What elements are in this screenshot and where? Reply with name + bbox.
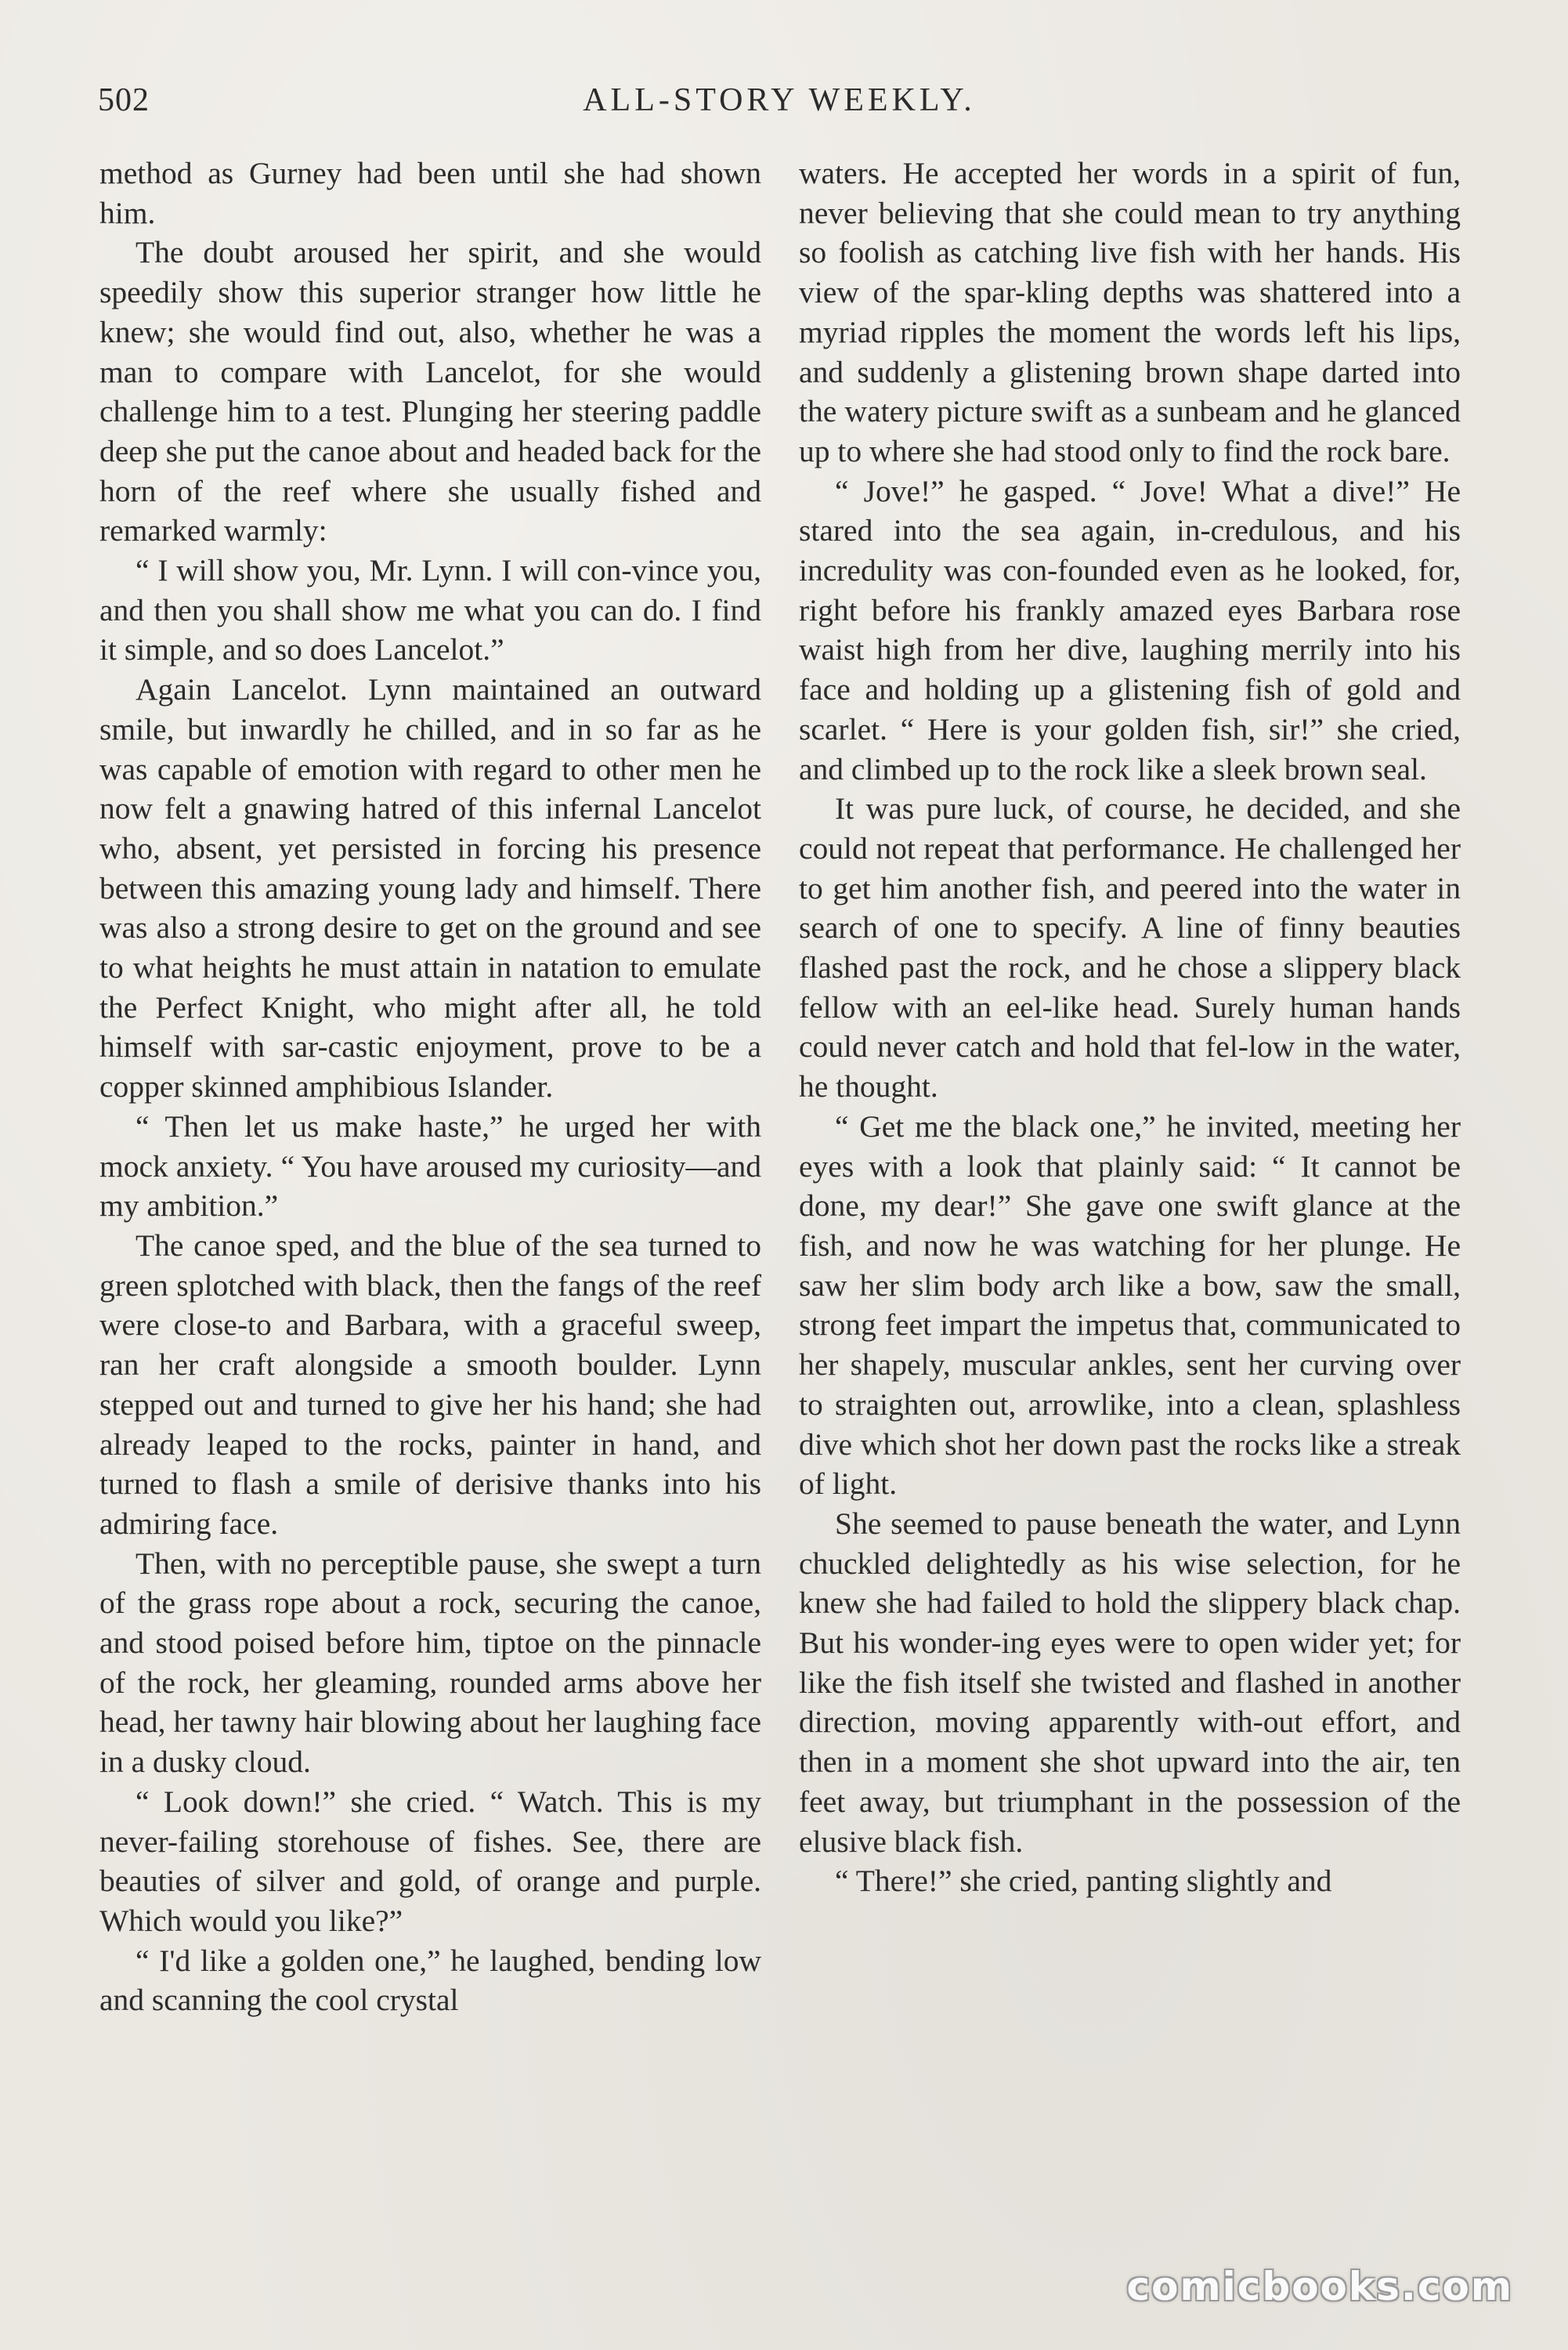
paragraph: It was pure luck, of course, he decided, and she could not repeat that performance. He challenged her to get him another fish, and peered into the water in search of one to specify. A line of finny beauties flashed past the rock, and he chose a slippery black fellow with an eel-like head. Surely human hands could never catch and hold that fel-low in the water, he thought. (799, 791, 1461, 1104)
running-head: ALL-STORY WEEKLY. (583, 82, 976, 118)
text-column-right (799, 154, 1461, 2253)
paragraph: Then, with no perceptible pause, she swept a turn of the grass rope about a rock, securing the canoe, and stood poised before him, tiptoe on the pinnacle of the rock, her gleaming, rounded arms above her head, her tawny hair blowing about her laughing face in a dusky cloud. (99, 1546, 761, 1780)
paragraph: “ There!” she cried, panting slightly and (835, 1864, 1332, 1899)
page-number: 502 (98, 82, 150, 118)
paragraph: Again Lancelot. Lynn maintained an outward smile, but inwardly he chilled, and in so far as he was capable of emotion with regard to other men he now felt a gnawing hatred of this infernal Lancelot who, absent, yet persisted in forcing his presence between this amazing young lady and himself. There was also a strong desire to get on the ground and see to what heights he must attain in natation to emulate the Perfect Knight, who might after all, he told himself with sar-castic enjoyment, prove to be a copper skinned amphibious Islander. (99, 672, 761, 1104)
paragraph: The doubt aroused her spirit, and she would speedily show this superior stranger how little he knew; she would find out, also, whether he was a man to compare with Lancelot, for she would challenge him to a test. Plunging her steering paddle deep she put the canoe about and headed back for the horn of the reef where she usually fished and remarked warmly: (99, 235, 761, 548)
paragraph: “ I'd like a golden one,” he laughed, bending low and scanning the cool crystal (99, 1943, 761, 2018)
page-header (98, 75, 1461, 130)
watermark-logo: comicbooks.com (1126, 2264, 1513, 2309)
paragraph: The canoe sped, and the blue of the sea turned to green splotched with black, then the fangs of the reef were close-to and Barbara, with a graceful sweep, ran her craft alongside a smooth boulder. Lynn stepped out and turned to give her his hand; she had already leaped to the rocks, painter in hand, and turned to flash a smile of derisive thanks into his admiring face. (99, 1227, 761, 1541)
paragraph: “ Get me the black one,” he invited, meeting her eyes with a look that plainly said: “ It cannot be done, my dear!” She gave one swift glance at the fish, and now he was watching for her plunge. He saw her slim body arch like a bow, saw the small, strong feet impart the impetus that, communicated to her shapely, muscular ankles, sent her curving over to straighten out, arrowlike, into a clean, splashless dive which shot her down past the rocks like a streak of light. (799, 1108, 1461, 1502)
paragraph: “ Then let us make haste,” he urged her with mock anxiety. “ You have aroused my curiosity—and my ambition.” (99, 1108, 761, 1224)
text-column-left (99, 154, 761, 2253)
paragraph: “ Jove!” he gasped. “ Jove! What a dive!” He stared into the sea again, in-credulous, and his incredulity was con-founded even as he looked, for, right before his frankly amazed eyes Barbara rose waist high from her dive, laughing merrily into his face and holding up a glistening fish of gold and scarlet. “ Here is your golden fish, sir!” she cried, and climbed up to the rock like a sleek brown seal. (799, 473, 1461, 786)
paragraph: waters. He accepted her words in a spirit of fun, never believing that she could mean to try anything so foolish as catching live fish with her hands. His view of the spar-kling depths was shattered into a myriad ripples the moment the words left his lips, and suddenly a glistening brown shape darted into the watery picture swift as a sunbeam and he glanced up to where she had stood only to find the rock bare. (799, 156, 1461, 468)
paragraph: “ Look down!” she cried. “ Watch. This is my never-failing storehouse of fishes. See, there are beauties of silver and gold, of orange and purple. Which would you like?” (99, 1784, 761, 1938)
paragraph: “ I will show you, Mr. Lynn. I will con-vince you, and then you shall show me what you can do. I find it simple, and so does Lancelot.” (99, 553, 761, 667)
paragraph: method as Gurney had been until she had shown him. (99, 156, 761, 230)
paragraph: She seemed to pause beneath the water, and Lynn chuckled delightedly as his wise selection, for he knew she had failed to hold the slippery black chap. But his wonder-ing eyes were to open wider yet; for like the fish itself she twisted and flashed in another direction, moving apparently with-out effort, and then in a moment she shot upward into the air, ten feet away, but triumphant in the possession of the elusive black fish. (799, 1506, 1461, 1859)
